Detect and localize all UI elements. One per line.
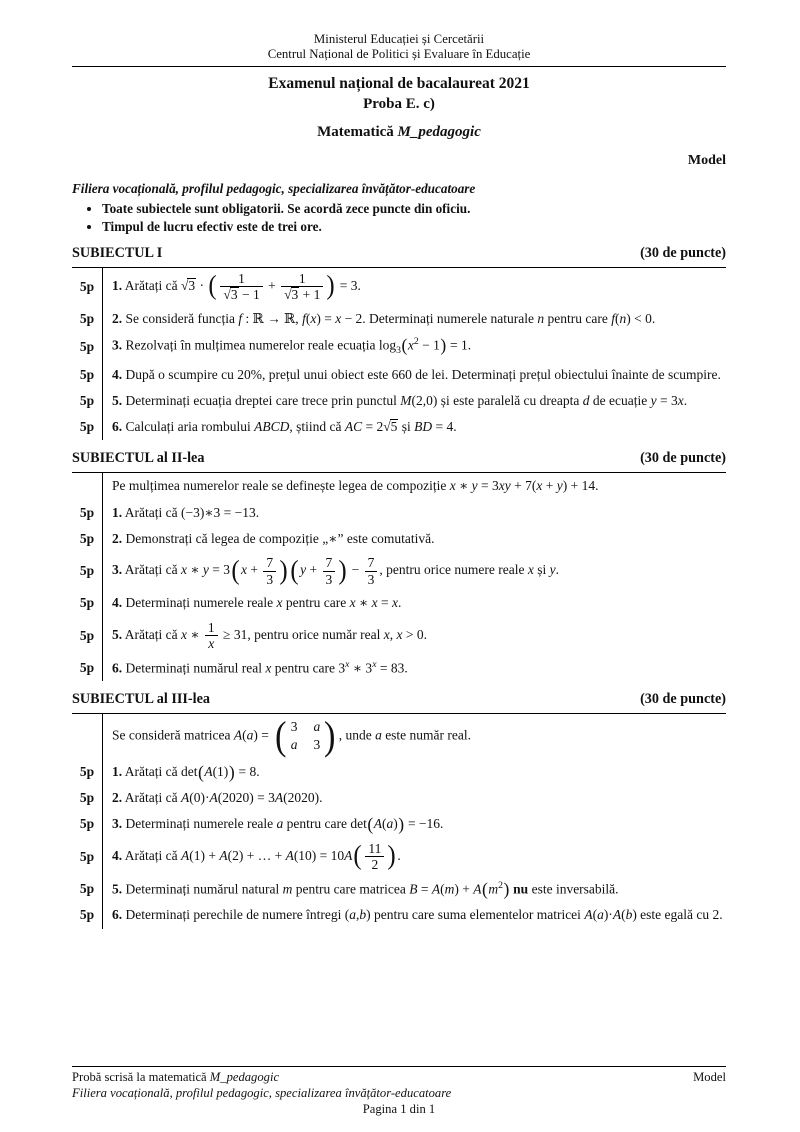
- table-row: [72, 473, 726, 499]
- section-title: SUBIECTUL al III-lea: [72, 691, 210, 708]
- table-row: [72, 902, 726, 928]
- problem-cell: 6. Determinați perechile de numere întregi (a,b) pentru care suma elementelor matricei A(a)·A(b) este egală cu 2.: [112, 907, 723, 923]
- points-cell: 5p: [72, 362, 103, 388]
- points-cell: 5p: [72, 306, 103, 332]
- table-row: [72, 617, 726, 655]
- problem-cell: 2. Se consideră funcția f : ℝ → ℝ, f(x) = x − 2. Determinați numerele naturale n pentru care f(n) < 0.: [112, 310, 656, 326]
- problem-cell: 1. Arătați că √3 · ( $\frac{1}{√3 - 1}$ + $\frac{1}{√3 + 1}$ ) = 3.: [112, 270, 361, 303]
- sections: [72, 245, 726, 929]
- points-cell: 5p: [72, 876, 103, 903]
- table-row: [72, 552, 726, 590]
- table-row: [72, 876, 726, 903]
- footer-line1: Probă scrisă la matematică M_pedagogic: [72, 1070, 280, 1084]
- points-cell: 5p: [72, 838, 103, 876]
- table-row: [72, 306, 726, 332]
- problem-cell: 3. Rezolvați în mulțimea numerelor reale ecuația $\log_3(x^2 - 1) = 1$.: [112, 335, 472, 357]
- section-points: (30 de puncte): [640, 450, 726, 467]
- problem-cell: 1. Arătați că (−3)∗3 = −13.: [112, 504, 260, 520]
- points-cell: 5p: [72, 655, 103, 682]
- points-cell: [72, 473, 103, 499]
- instructions-list: [72, 201, 726, 235]
- points-cell: 5p: [72, 414, 103, 440]
- problems-table: [72, 472, 726, 681]
- table-row: [72, 388, 726, 414]
- problem-cell: 6. Determinați numărul real x pentru care 3$^x$ ∗ $3^x = 83$.: [112, 658, 408, 676]
- points-cell: 5p: [72, 617, 103, 655]
- filiera-note: Filiera vocațională, profilul pedagogic, specializarea învățător-educatoare: [72, 180, 476, 196]
- table-row: [72, 268, 726, 306]
- section-points: (30 de puncte): [640, 244, 726, 261]
- problem-cell: 5. Determinați ecuația dreptei care trece prin punctul M(2,0) și este paralelă cu dreapta d de ecuație y = 3x.: [112, 392, 688, 408]
- points-cell: 5p: [72, 811, 103, 837]
- points-cell: 5p: [72, 552, 103, 590]
- problem-cell: Se consideră matricea A(a) = ( 3 a a 3 ) , unde a este număr real.: [112, 713, 472, 759]
- points-cell: 5p: [72, 332, 103, 362]
- problem-cell: 2. Demonstrați că legea de compoziție „∗” este comutativă.: [112, 530, 435, 546]
- section: [72, 245, 726, 441]
- problem-cell: 6. Calculați aria rombului ABCD, știind că AC = 2√5 și BD = 4.: [112, 419, 457, 435]
- points-cell: 5p: [72, 590, 103, 616]
- section-title: SUBIECTUL I: [72, 244, 163, 261]
- problem-cell: 5. Arătați că x ∗ $\frac{1}{x}$ ≥ 31, pentru orice număr real x, x > 0.: [112, 619, 428, 652]
- footer-page-info: Pagina 1 din 1: [362, 1102, 436, 1117]
- table-row: [72, 785, 726, 811]
- problem-cell: 3. Arătați că x ∗ y = 3(x + $\frac{7}{3}$ ) (y + $\frac{7}{3}$ ) − $\frac{7}{3}$ , pentru orice numere reale x și y.: [112, 554, 559, 587]
- header-rule: [72, 66, 726, 67]
- table-row: [72, 714, 726, 758]
- points-cell: 5p: [72, 785, 103, 811]
- problems-table: [72, 713, 726, 928]
- exam-title: Examenul național de bacalaureat 2021: [268, 74, 530, 92]
- problem-cell: 4. Arătați că A(1) + A(2) + … + A(10) = 10A( $\frac{11}{2}$ ).: [112, 839, 401, 873]
- problem-cell: 3. Determinați numerele reale a pentru care det(A(a)) = −16.: [112, 814, 444, 835]
- points-cell: 5p: [72, 388, 103, 414]
- problem-cell: 2. Arătați că A(0)·A(2020) = 3A(2020).: [112, 790, 323, 806]
- problem-cell: 5. Determinați numărul natural m pentru care matricea $B = A(m) + A(m^2)$ nu este inversabilă.: [112, 878, 619, 899]
- table-row: [72, 500, 726, 526]
- section: [72, 691, 726, 928]
- points-cell: 5p: [72, 902, 103, 928]
- problem-cell: 1. Arătați că det(A(1)) = 8.: [112, 761, 260, 782]
- table-row: [72, 838, 726, 876]
- footer: [72, 1066, 726, 1118]
- section-points: (30 de puncte): [640, 691, 726, 708]
- points-cell: 5p: [72, 500, 103, 526]
- footer-model: Model: [693, 1070, 726, 1084]
- problems-table: [72, 267, 726, 441]
- points-cell: [72, 714, 103, 758]
- table-row: [72, 655, 726, 682]
- points-cell: 5p: [72, 268, 103, 306]
- table-row: [72, 362, 726, 388]
- table-row: [72, 332, 726, 362]
- footer-line2: Filiera vocațională, profilul pedagogic, specializarea învățător-educatoare: [72, 1085, 452, 1100]
- problem-cell: 4. Determinați numerele reale x pentru care x ∗ x = x.: [112, 595, 402, 611]
- section: [72, 450, 726, 681]
- section-title: SUBIECTUL al II-lea: [72, 450, 205, 467]
- instruction-item: • Timpul de lucru efectiv este de trei ore.: [102, 219, 726, 235]
- problem-cell: 4. După o scumpire cu 20%, prețul unui obiect este 660 de lei. Determinați prețul obiectului înainte de scumpire.: [112, 366, 721, 382]
- org-line-1: Ministerul Educației și Cercetării: [313, 32, 485, 46]
- instruction-item: • Toate subiectele sunt obligatorii. Se acordă zece puncte din oficiu.: [102, 201, 726, 217]
- subject-title: Matematică M_pedagogic: [317, 123, 481, 140]
- table-row: [72, 811, 726, 837]
- org-line-2: Centrul Național de Politici și Evaluare în Educație: [267, 47, 531, 62]
- problem-cell: Pe mulțimea numerelor reale se definește legea de compoziție x ∗ y = 3xy + 7(x + y) + 14.: [112, 478, 599, 494]
- table-row: [72, 590, 726, 616]
- model-label: Model: [687, 152, 726, 168]
- points-cell: 5p: [72, 759, 103, 785]
- proba-title: Proba E. c): [363, 95, 435, 112]
- header-org: [72, 32, 726, 63]
- points-cell: 5p: [72, 526, 103, 552]
- table-row: [72, 526, 726, 552]
- footer-rule: [72, 1066, 726, 1067]
- table-row: [72, 759, 726, 785]
- table-row: [72, 414, 726, 440]
